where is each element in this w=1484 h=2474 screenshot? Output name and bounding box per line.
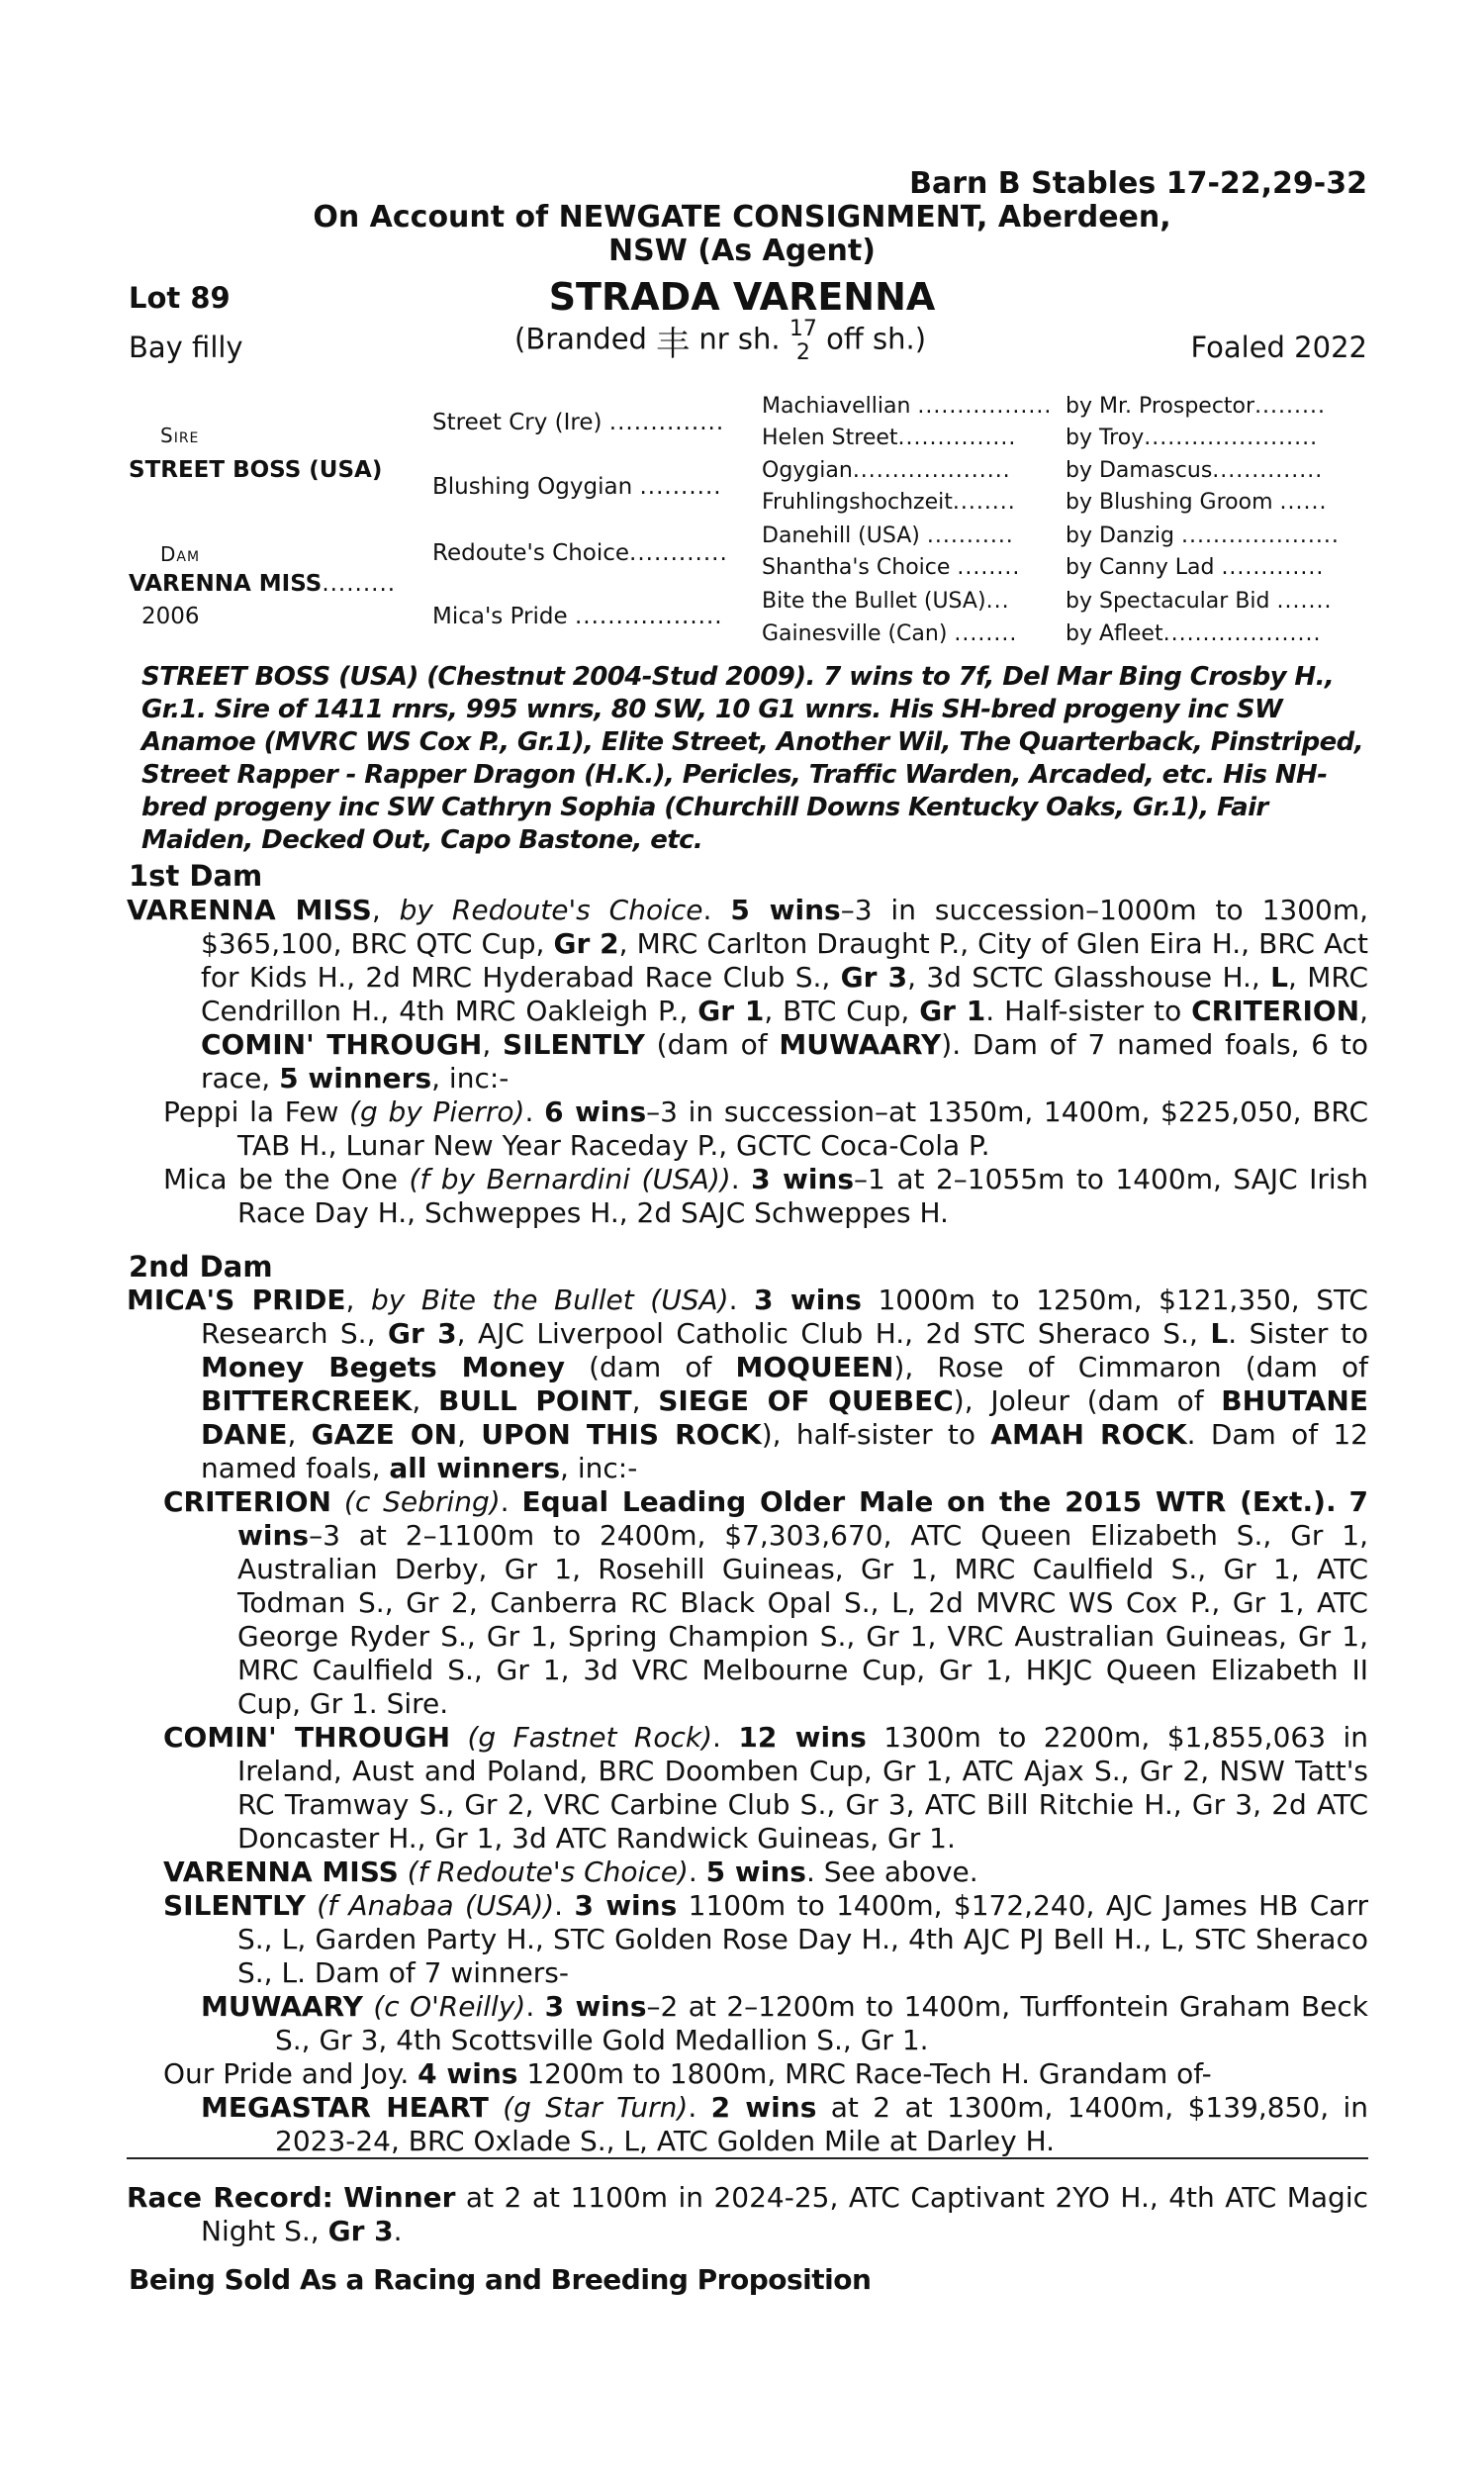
pedigree-great-line [762, 555, 1020, 580]
first-dam-section [127, 894, 1368, 1230]
relative: UPON THIS ROCK [481, 1418, 762, 1451]
dam-sire: by Bite the Bullet (USA) [370, 1284, 729, 1316]
text: , [412, 1384, 438, 1417]
relative: BULL POINT [437, 1384, 632, 1417]
sire-name: STREET BOSS (USA) [129, 457, 383, 483]
pedigree-great-sire-line [1066, 555, 1324, 580]
race-record [127, 2181, 1368, 2248]
pedigree-great-dots: ........ [957, 555, 1021, 580]
foal-sire: (f Anabaa (USA)) [317, 1889, 555, 1922]
dam-name: VARENNA MISS [129, 571, 323, 597]
vendor-line-2: NSW (As Agent) [608, 234, 876, 268]
second-dam-section [127, 1284, 1368, 2158]
pedigree-great-name: Shantha's Choice [762, 555, 951, 580]
sire-label: Sire [160, 424, 200, 447]
sale-note: Being Sold As a Racing and Breeding Proposition [129, 2263, 872, 2296]
text: . Half-sister to [985, 995, 1192, 1027]
text: . Dam of 12 named foals, [201, 1418, 1368, 1484]
pedigree-great-sire-dots: ............. [1221, 555, 1325, 580]
pedigree-grand-name: Redoute's Choice [432, 540, 630, 566]
sibling: SILENTLY [503, 1028, 645, 1061]
second-dam-heading: 2nd Dam [129, 1250, 273, 1284]
sibling: MUWAARY [779, 1028, 942, 1061]
foal-name: Our Pride and Joy. [163, 2057, 410, 2090]
pedigree-grandsire-line [432, 410, 724, 435]
foal-record: –3 in succession–at 1350m, 1400m, $225,050, BRC TAB H., Lunar New Year Raceday P., GCTC Coca-Cola P. [237, 1095, 1369, 1162]
foaled-year: Foaled 2022 [1190, 331, 1367, 364]
foal-record: . See above. [805, 1856, 978, 1888]
text: (dam of [644, 1028, 780, 1061]
dam-name: VARENNA MISS [127, 894, 372, 926]
pedigree-great-sire-line [1066, 490, 1327, 515]
foal-name: COMIN' THROUGH [163, 1721, 451, 1754]
second-dam-foal [127, 2057, 1368, 2091]
relative: AMAH ROCK [990, 1418, 1187, 1451]
pedigree-grandsire-line [432, 474, 722, 500]
pedigree-great-sire-line [1066, 394, 1326, 419]
pedigree-great-sire: by Spectacular Bid [1066, 589, 1270, 614]
first-dam-foal: Peppi la Few (g by Pierro). 6 wins–3 in succession–at 1350m, 1400m, $225,050, BRC TAB H., Lunar New Year Raceday P., GCTC Coca-Cola P. [163, 1095, 1369, 1162]
pedigree-great-sire: by Mr. Prospector [1066, 394, 1255, 419]
pedigree-grand-dots: .............. [608, 410, 725, 435]
pedigree-great-name: Ogygian [762, 458, 853, 483]
grade: Gr 2 [553, 927, 619, 960]
text: , inc:- [560, 1452, 638, 1484]
brand-num-bottom: 2 [795, 339, 810, 365]
grade: L [1270, 961, 1288, 994]
text: 1000m to 1250m, $121,350, STC Research S., [201, 1284, 1368, 1350]
second-dam-foal: SILENTLY (f Anabaa (USA)). 3 wins 1100m to 1400m, $172,240, AJC James HB Carr S., L, Garden Party H., STC Golden Rose Day H., 4th AJC PJ Bell H., L, STC Sheraco S., L. Dam of 7 winners- [163, 1889, 1368, 1989]
race-record-label: Race Record: [127, 2181, 333, 2214]
foal-record: 1300m to 2200m, $1,855,063 in Ireland, Aust and Poland, BRC Doomben Cup, Gr 1, ATC Ajax S., Gr 2, NSW Tatt's RC Tramway S., Gr 2, VRC Carbine Club S., Gr 3, ATC Bill Ritchie H., Gr 3, 2d ATC Doncaster H., Gr 1, 3d ATC Randwick Guineas, Gr 1. [237, 1721, 1369, 1855]
text: , AJC Liverpool Catholic Club H., 2d STC Sheraco S., [456, 1317, 1211, 1350]
pedigree-great-dots: ... [985, 589, 1010, 614]
pedigree-great-line [762, 523, 1014, 548]
grade: Gr 3 [840, 961, 908, 994]
foal-record: –1 at 2–1055m to 1400m, SAJC Irish Race Day H., Schweppes H., 2d SAJC Schweppes H. [237, 1163, 1369, 1229]
winners: 5 winners [279, 1062, 432, 1094]
dam-name: MICA'S PRIDE [127, 1284, 346, 1316]
pedigree-great-sire: by Blushing Groom [1066, 490, 1273, 515]
pedigree-great-name: Gainesville (Can) [762, 621, 948, 646]
pedigree-great-line [762, 490, 1016, 515]
pedigree-great-sire: by Troy [1066, 426, 1145, 450]
text: , [482, 1028, 504, 1061]
wins: 7 wins [237, 1485, 1368, 1552]
second-dam-foal: COMIN' THROUGH (g Fastnet Rock). 12 wins 1300m to 2200m, $1,855,063 in Ireland, Aust and Poland, BRC Doomben Cup, Gr 1, ATC Ajax S., Gr 2, NSW Tatt's RC Tramway S., Gr 2, VRC Carbine Club S., Gr 3, ATC Bill Ritchie H., Gr 3, 2d ATC Doncaster H., Gr 1, 3d ATC Randwick Guineas, Gr 1. [163, 1721, 1369, 1855]
text: ), Rose of Cimmaron (dam of [893, 1351, 1368, 1383]
pedigree-grand-dots: .......... [639, 474, 722, 500]
barn-location: Barn B Stables 17-22,29-32 [909, 166, 1367, 201]
foal-sire: (g Fastnet Rock) [467, 1721, 713, 1754]
first-dam-paragraph: VARENNA MISS, by Redoute's Choice. 5 wins–3 in succession–1000m to 1300m, $365,100, BRC QTC Cup, Gr 2, MRC Carlton Draught P., City of Glen Eira H., BRC Act for Kids H., 2d MRC Hyderabad Race Club S., Gr 3, 3d SCTC Glasshouse H., L, MRC Cendrillon H., 4th MRC Oakleigh P., Gr 1, BTC Cup, Gr 1. Half-sister to CRITERION, COMIN' THROUGH, SILENTLY (dam of MUWAARY). Dam of 7 named foals, 6 to race, 5 winners, inc:- [127, 894, 1369, 1094]
pedigree-great-sire-line [1066, 621, 1321, 646]
pedigree-great-sire-line [1066, 458, 1323, 483]
foal-record: 1200m to 1800m, MRC Race-Tech H. Grandam of- [517, 2057, 1212, 2090]
text: ). Dam of 7 named foals, 6 to race, [201, 1028, 1368, 1094]
divider [127, 2157, 1368, 2159]
text: –3 in succession–1000m to 1300m, $365,100, BRC QTC Cup, [201, 894, 1369, 960]
text: , MRC Carlton Draught P., City of Glen Eira H., BRC Act for Kids H., 2d MRC Hyderabad Race Club S., [201, 927, 1368, 994]
pedigree-great-sire-dots: .............. [1212, 458, 1324, 483]
pedigree-great-sire-dots: .................... [1180, 523, 1340, 548]
pedigree-great-name: Danehill (USA) [762, 523, 920, 548]
pedigree-great-sire-dots: ......... [1254, 394, 1327, 419]
pedigree-great-sire-dots: ...................... [1144, 426, 1319, 450]
pedigree-grandsire-line [432, 540, 728, 566]
sibling: COMIN' THROUGH [201, 1028, 483, 1061]
foal-record: at 2 at 1300m, 1400m, $139,850, in 2023-24, BRC Oxlade S., L, ATC Golden Mile at Darley H. [275, 2091, 1368, 2157]
relative: SIEGE OF QUEBEC [658, 1384, 954, 1417]
first-dam-heading: 1st Dam [129, 859, 263, 893]
foal-record: 1100m to 1400m, $172,240, AJC James HB Carr S., L, Garden Party H., STC Golden Rose Day H., 4th AJC PJ Bell H., L, STC Sheraco S., L. Dam of 7 winners- [237, 1889, 1368, 1989]
text: , [631, 1384, 659, 1417]
pedigree-great-name: Machiavellian [762, 394, 911, 419]
pedigree-great-line [762, 458, 1011, 483]
pedigree-great-sire: by Afleet [1066, 621, 1163, 646]
foal-name: MUWAARY [201, 1990, 363, 2023]
text: (dam of [564, 1351, 736, 1383]
foal-name: Mica be the One [163, 1163, 398, 1195]
pedigree-great-sire: by Danzig [1066, 523, 1174, 548]
wins: 6 wins [544, 1095, 647, 1128]
grade: Gr 1 [697, 995, 765, 1027]
wins: 3 wins [751, 1163, 855, 1195]
wins: 3 wins [574, 1889, 678, 1922]
sire-description: STREET BOSS (USA) (Chestnut 2004-Stud 2009). 7 wins to 7f, Del Mar Bing Crosby H., Gr.1. Sire of 1411 rnrs, 995 wnrs, 80 SW, 10 G1 wnrs. His SH-bred progeny inc SW Anamoe (MVRC WS Cox P., Gr.1), Elite Street, Another Wil, The Quarterback, Pinstriped, Street Rapper - Rapper Dragon (H.K.), Pericles, Traffic Warden, Arcaded, etc. His NH-bred progeny inc SW Cathryn Sophia (Churchill Downs Kentucky Oaks, Gr.1), Fair Maiden, Decked Out, Capo Bastone, etc. [141, 662, 1363, 855]
pedigree-grand-dots: ............ [629, 540, 728, 566]
pedigree-great-dots: ................. [917, 394, 1053, 419]
pedigree-great-dots: ............... [897, 426, 1017, 450]
pedigree-great-name: Bite the Bullet (USA) [762, 589, 986, 614]
winners: all winners [389, 1452, 561, 1484]
horse-description: Bay filly [129, 331, 243, 364]
second-dam-grandfoal: MUWAARY (c O'Reilly). 3 wins–2 at 2–1200m to 1400m, Turffontein Graham Beck S., Gr 3, 4th Scottsville Gold Medallion S., Gr 1. [201, 1990, 1369, 2056]
relative: Money Begets Money [201, 1351, 565, 1383]
pedigree-great-sire-line [1066, 426, 1318, 450]
text: , inc:- [431, 1062, 510, 1094]
grade: Gr 3 [387, 1317, 457, 1350]
brand-info [514, 317, 926, 365]
second-dam-grandfoal: MEGASTAR HEART (g Star Turn). 2 wins at 2 at 1300m, 1400m, $139,850, in 2023-24, BRC Oxlade S., L, ATC Golden Mile at Darley H. [201, 2091, 1368, 2157]
brand-num-top: 17 [788, 316, 817, 341]
foal-name: MEGASTAR HEART [201, 2091, 489, 2124]
pedigree-great-sire-line [1066, 523, 1340, 548]
award: Equal Leading Older Male on the 2015 WTR (Ext.). [521, 1485, 1337, 1518]
foal-sire: (f Redoute's Choice) [407, 1856, 689, 1888]
wins: 4 wins [417, 2057, 518, 2090]
second-dam-paragraph: MICA'S PRIDE, by Bite the Bullet (USA). 3 wins 1000m to 1250m, $121,350, STC Research S., Gr 3, AJC Liverpool Catholic Club H., 2d STC Sheraco S., L. Sister to Money Begets Money (dam of MOQUEEN), Rose of Cimmaron (dam of BITTERCREEK, BULL POINT, SIEGE OF QUEBEC), Joleur (dam of BHUTANE DANE, GAZE ON, UPON THIS ROCK), half-sister to AMAH ROCK. Dam of 12 named foals, all winners, inc:- [127, 1284, 1369, 1484]
dam-dots: ......... [322, 571, 397, 597]
relative: BHUTANE DANE [201, 1384, 1368, 1451]
pedigree-great-name: Fruhlingshochzeit [762, 490, 953, 515]
wins: 12 wins [738, 1721, 867, 1754]
text: ), half-sister to [761, 1418, 991, 1451]
grade: Gr 3 [327, 2215, 394, 2247]
brand-mark: 丰 [656, 325, 691, 364]
branded-prefix: (Branded [514, 322, 647, 356]
pedigree-great-dots: ........ [954, 621, 1018, 646]
wins: 5 wins [730, 894, 841, 926]
foal-sire: (f by Bernardini (USA)) [409, 1163, 731, 1195]
horse-name: STRADA VARENNA [548, 275, 936, 319]
foal-record: –2 at 2–1200m to 1400m, Turffontein Graham Beck S., Gr 3, 4th Scottsville Gold Medallion S., Gr 1. [275, 1990, 1369, 2056]
relative: BITTERCREEK [201, 1384, 413, 1417]
race-record-paragraph [127, 2181, 1368, 2248]
sibling: CRITERION [1191, 995, 1360, 1027]
second-dam-foal: CRITERION (c Sebring). Equal Leading Older Male on the 2015 WTR (Ext.). 7 wins–3 at 2–1100m to 2400m, $7,303,670, ATC Queen Elizabeth S., Gr 1, Australian Derby, Gr 1, Rosehill Guineas, Gr 1, MRC Caulfield S., Gr 1, ATC Todman S., Gr 2, Canberra RC Black Opal S., L, 2d MVRC WS Cox P., Gr 1, ATC George Ryder S., Gr 1, Spring Champion S., Gr 1, VRC Australian Guineas, Gr 1, MRC Caulfield S., Gr 1, 3d VRC Melbourne Cup, Gr 1, HKJC Queen Elizabeth II Cup, Gr 1. Sire. [163, 1485, 1368, 1720]
relative: GAZE ON [311, 1418, 458, 1451]
relative: MOQUEEN [735, 1351, 894, 1383]
pedigree-grand-name: Street Cry (Ire) [432, 410, 603, 435]
pedigree-great-sire-dots: ...... [1279, 490, 1328, 515]
text: , [457, 1418, 482, 1451]
pedigree-great-line [762, 621, 1017, 646]
foal-sire: (g Star Turn) [503, 2091, 689, 2124]
text: ), Joleur (dam of [953, 1384, 1222, 1417]
foal-name: SILENTLY [163, 1889, 306, 1922]
grade: Gr 1 [919, 995, 986, 1027]
text: . Sister to [1228, 1317, 1369, 1350]
text: , MRC Cendrillon H., 4th MRC Oakleigh P., [201, 961, 1368, 1027]
brand-fraction [789, 318, 817, 365]
foal-name: VARENNA MISS [163, 1856, 399, 1888]
wins: 3 wins [754, 1284, 862, 1316]
pedigree-great-dots: .................... [852, 458, 1011, 483]
dam-sire: by Redoute's Choice [399, 894, 703, 926]
branded-suffix: off sh.) [826, 322, 927, 356]
pedigree-great-sire: by Damascus [1066, 458, 1213, 483]
pedigree-great-sire-line [1066, 589, 1332, 614]
text: , [1359, 995, 1368, 1027]
pedigree-great-sire-dots: .................... [1162, 621, 1322, 646]
pedigree-grand-dots: .................. [574, 604, 723, 629]
dam-name-line [129, 571, 396, 597]
pedigree-great-line [762, 426, 1016, 450]
foal-name: CRITERION [163, 1485, 331, 1518]
foal-name: Peppi la Few [163, 1095, 339, 1128]
foal-record: –3 at 2–1100m to 2400m, $7,303,670, ATC Queen Elizabeth S., Gr 1, Australian Derby, Gr 1, Rosehill Guineas, Gr 1, MRC Caulfield S., Gr 1, ATC Todman S., Gr 2, Canberra RC Black Opal S., L, 2d MVRC WS Cox P., Gr 1, ATC George Ryder S., Gr 1, Spring Champion S., Gr 1, VRC Australian Guineas, Gr 1, MRC Caulfield S., Gr 1, 3d VRC Melbourne Cup, Gr 1, HKJC Queen Elizabeth II Cup, Gr 1. Sire. [237, 1519, 1368, 1720]
pedigree-great-line [762, 394, 1052, 419]
pedigree-grandsire-line [432, 604, 723, 629]
wins: 5 wins [705, 1856, 806, 1888]
foal-sire: (g by Pierro) [349, 1095, 525, 1128]
text: . [393, 2215, 403, 2247]
vendor-line-1: On Account of NEWGATE CONSIGNMENT, Aberdeen, [313, 200, 1171, 235]
second-dam-foal: VARENNA MISS (f Redoute's Choice). 5 wins. See above. [163, 1856, 978, 1888]
pedigree-great-line [762, 589, 1010, 614]
text: , [287, 1418, 312, 1451]
wins: 3 wins [544, 1990, 647, 2023]
pedigree-great-sire-dots: ....... [1276, 589, 1333, 614]
pedigree-grand-name: Mica's Pride [432, 604, 568, 629]
pedigree-great-sire: by Canny Lad [1066, 555, 1215, 580]
pedigree-great-name: Helen Street [762, 426, 898, 450]
pedigree-great-dots: ........ [952, 490, 1016, 515]
text: , 3d SCTC Glasshouse H., [907, 961, 1271, 994]
foal-sire: (c Sebring) [343, 1485, 501, 1518]
lot-number: Lot 89 [129, 281, 231, 315]
pedigree-great-dots: ........... [926, 523, 1014, 548]
grade: L [1210, 1317, 1229, 1350]
winner: Winner [343, 2181, 456, 2214]
dam-foal-year: 2006 [141, 604, 200, 629]
dam-label: Dam [160, 542, 201, 566]
pedigree-grand-name: Blushing Ogygian [432, 474, 633, 500]
wins: 2 wins [710, 2091, 817, 2124]
text: , BTC Cup, [764, 995, 920, 1027]
foal-sire: (c O'Reilly) [373, 1990, 526, 2023]
text: at 2 at 1100m in 2024-25, ATC Captivant 2YO H., 4th ATC Magic Night S., [201, 2181, 1368, 2247]
branded-middle: nr sh. [698, 322, 781, 356]
first-dam-foal: Mica be the One (f by Bernardini (USA)). 3 wins–1 at 2–1055m to 1400m, SAJC Irish Race Day H., Schweppes H., 2d SAJC Schweppes H. [163, 1163, 1369, 1229]
